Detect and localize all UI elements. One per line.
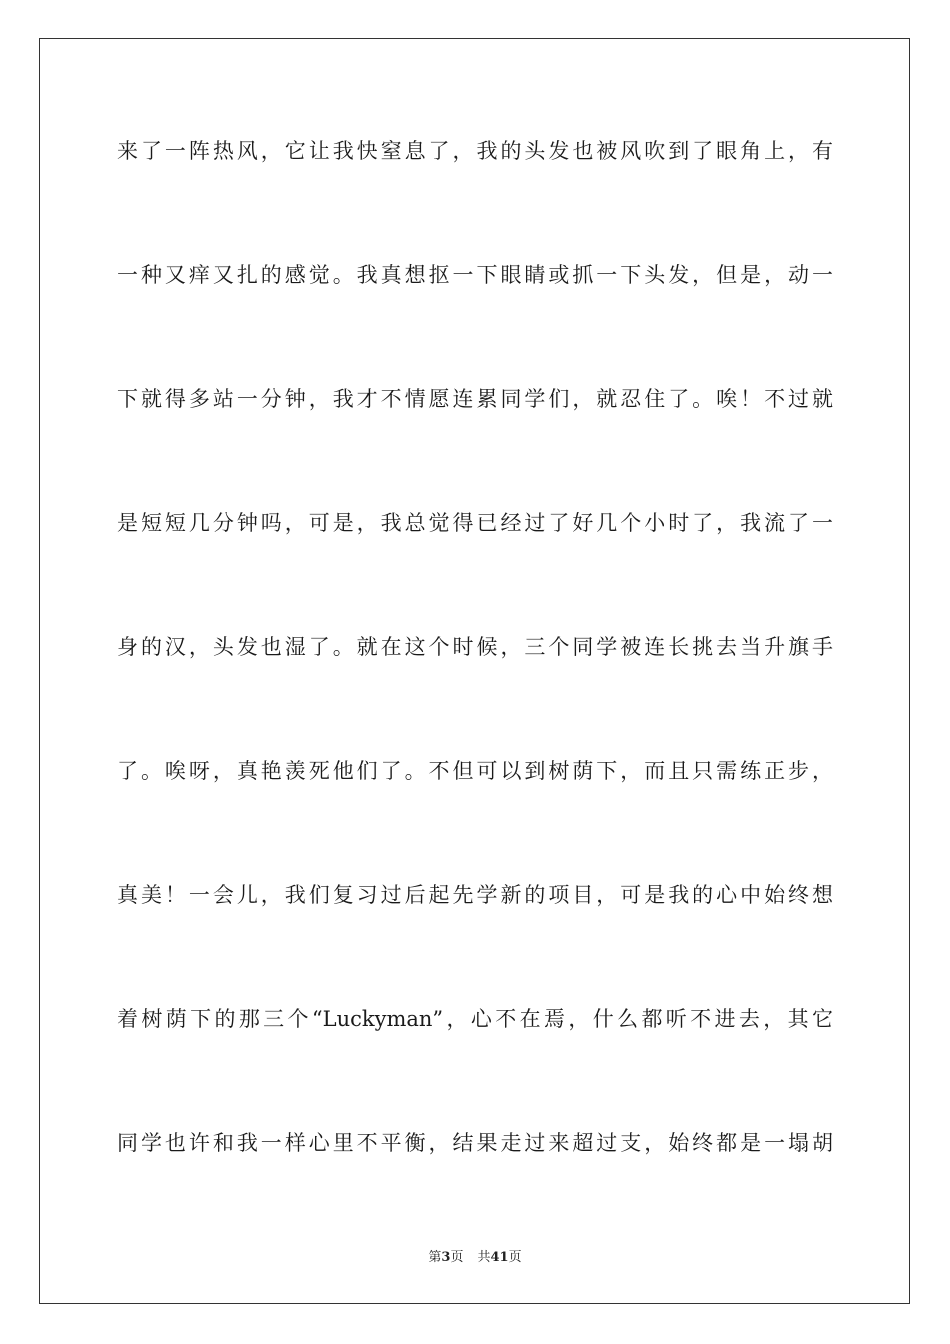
text-line-2: 一种又痒又扎的感觉。我真想抠一下眼睛或抓一下头发，但是，动一 — [117, 263, 833, 287]
text-line-6: 了。唉呀，真艳羡死他们了。不但可以到树荫下，而且只需练正步， — [117, 759, 833, 783]
text-line-4: 是短短几分钟吗，可是，我总觉得已经过了好几个小时了，我流了一 — [117, 511, 833, 535]
text-line-5: 身的汉，头发也湿了。就在这个时候，三个同学被连长挑去当升旗手 — [117, 635, 833, 659]
text-line-9: 同学也许和我一样心里不平衡，结果走过来超过支，始终都是一塌胡 — [117, 1131, 833, 1155]
total-suffix: 页 — [508, 1250, 522, 1265]
text-line-8: 着树荫下的那三个“Luckyman”，心不在焉，什么都听不进去，其它 — [117, 1007, 833, 1031]
text-line-7: 真美！一会儿，我们复习过后起先学新的项目，可是我的心中始终想 — [117, 883, 833, 907]
text-line-1: 来了一阵热风，它让我快窒息了，我的头发也被风吹到了眼角上，有 — [117, 139, 833, 163]
page-suffix: 页 — [450, 1250, 464, 1265]
total-pages: 41 — [490, 1250, 509, 1265]
total-prefix: 共 — [477, 1250, 491, 1265]
text-line-3: 下就得多站一分钟，我才不情愿连累同学们，就忍住了。唉！不过就 — [117, 387, 833, 411]
page-footer — [0, 1246, 950, 1265]
page-prefix: 第 — [428, 1250, 442, 1265]
total-pages-indicator — [477, 1246, 521, 1265]
page-indicator — [428, 1246, 463, 1265]
page-number: 3 — [441, 1250, 451, 1265]
document-body — [117, 120, 833, 1236]
